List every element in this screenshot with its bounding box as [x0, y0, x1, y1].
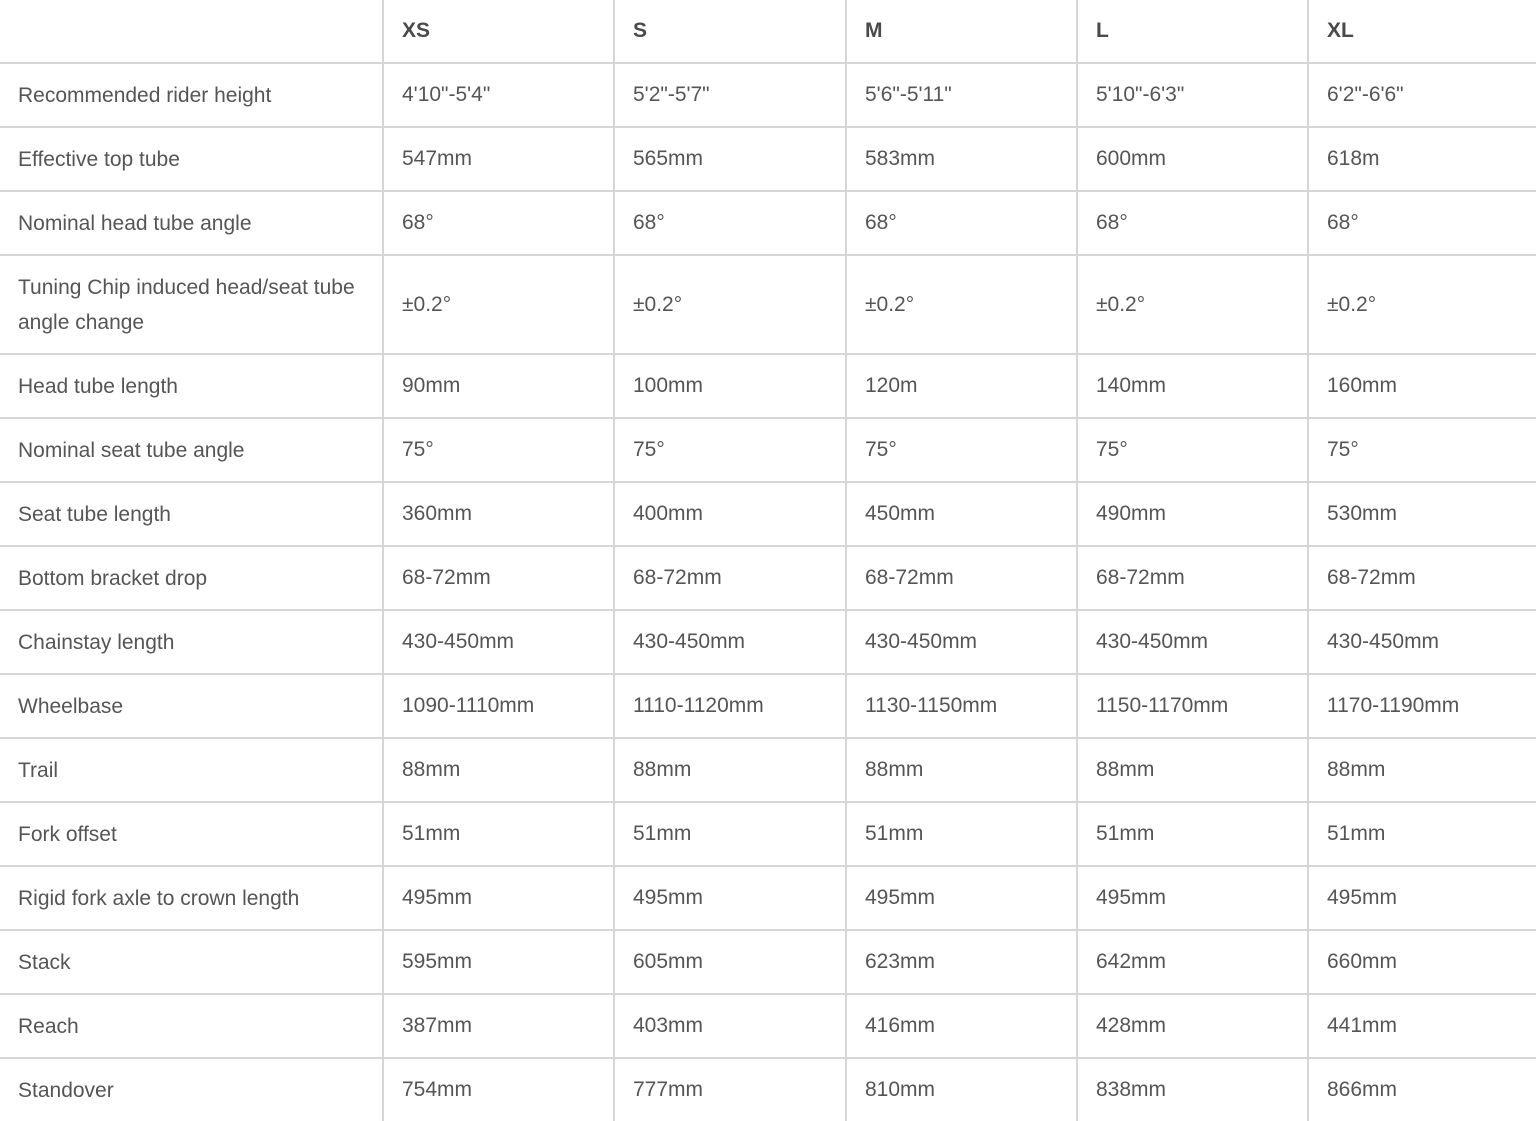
cell-m: 430-450mm	[846, 610, 1077, 674]
cell-xl: 75°	[1308, 418, 1536, 482]
cell-xl: 495mm	[1308, 866, 1536, 930]
cell-xs: 75°	[383, 418, 614, 482]
cell-xl: ±0.2°	[1308, 255, 1536, 354]
cell-xl: 6'2"-6'6"	[1308, 63, 1536, 127]
table-row	[0, 674, 1536, 738]
cell-xs: 68-72mm	[383, 546, 614, 610]
cell-l: 838mm	[1077, 1058, 1308, 1121]
table-row	[0, 63, 1536, 127]
table-row	[0, 738, 1536, 802]
cell-l: 5'10"-6'3"	[1077, 63, 1308, 127]
cell-s: 430-450mm	[614, 610, 846, 674]
cell-xl: 88mm	[1308, 738, 1536, 802]
cell-xs: 495mm	[383, 866, 614, 930]
table-row	[0, 255, 1536, 354]
cell-xs: 88mm	[383, 738, 614, 802]
cell-xs: ±0.2°	[383, 255, 614, 354]
header-row	[0, 0, 1536, 63]
row-label: Reach	[0, 994, 383, 1058]
cell-xl: 51mm	[1308, 802, 1536, 866]
cell-l: 428mm	[1077, 994, 1308, 1058]
cell-l: 1150-1170mm	[1077, 674, 1308, 738]
cell-s: 400mm	[614, 482, 846, 546]
cell-m: 75°	[846, 418, 1077, 482]
row-label: Stack	[0, 930, 383, 994]
table-row	[0, 1058, 1536, 1121]
cell-xs: 754mm	[383, 1058, 614, 1121]
table-row	[0, 354, 1536, 418]
column-header-xl: XL	[1308, 0, 1536, 63]
cell-m: 68-72mm	[846, 546, 1077, 610]
cell-xs: 51mm	[383, 802, 614, 866]
cell-l: 75°	[1077, 418, 1308, 482]
cell-s: 5'2"-5'7"	[614, 63, 846, 127]
table-row	[0, 610, 1536, 674]
cell-s: 88mm	[614, 738, 846, 802]
cell-xs: 387mm	[383, 994, 614, 1058]
cell-xl: 68-72mm	[1308, 546, 1536, 610]
cell-l: 68°	[1077, 191, 1308, 255]
cell-m: 623mm	[846, 930, 1077, 994]
cell-m: 5'6"-5'11"	[846, 63, 1077, 127]
cell-s: 68-72mm	[614, 546, 846, 610]
cell-s: 100mm	[614, 354, 846, 418]
cell-xs: 360mm	[383, 482, 614, 546]
table-row	[0, 866, 1536, 930]
cell-l: 51mm	[1077, 802, 1308, 866]
cell-m: 51mm	[846, 802, 1077, 866]
table-row	[0, 191, 1536, 255]
cell-s: 68°	[614, 191, 846, 255]
row-label: Nominal head tube angle	[0, 191, 383, 255]
cell-xl: 530mm	[1308, 482, 1536, 546]
cell-xl: 160mm	[1308, 354, 1536, 418]
column-header-s: S	[614, 0, 846, 63]
cell-m: 495mm	[846, 866, 1077, 930]
cell-l: 490mm	[1077, 482, 1308, 546]
cell-m: 68°	[846, 191, 1077, 255]
row-label: Effective top tube	[0, 127, 383, 191]
row-label: Fork offset	[0, 802, 383, 866]
cell-s: ±0.2°	[614, 255, 846, 354]
cell-xs: 595mm	[383, 930, 614, 994]
row-label: Standover	[18, 1078, 114, 1102]
cell-m: 450mm	[846, 482, 1077, 546]
row-label: Rigid fork axle to crown length	[0, 866, 383, 930]
row-label: Bottom bracket drop	[0, 546, 383, 610]
cell-l: 430-450mm	[1077, 610, 1308, 674]
cell-xl: 866mm	[1308, 1058, 1536, 1121]
cell-m: 88mm	[846, 738, 1077, 802]
cell-m: 583mm	[846, 127, 1077, 191]
cell-xs: 90mm	[383, 354, 614, 418]
cell-s: 495mm	[614, 866, 846, 930]
cell-s: 565mm	[614, 127, 846, 191]
cell-l: 68-72mm	[1077, 546, 1308, 610]
row-label: Recommended rider height	[0, 63, 383, 127]
cell-m: 1130-1150mm	[846, 674, 1077, 738]
row-label: Chainstay length	[0, 610, 383, 674]
column-header-l: L	[1077, 0, 1308, 63]
cell-xs: 68°	[383, 191, 614, 255]
cell-l: ±0.2°	[1077, 255, 1308, 354]
column-header-xs: XS	[383, 0, 614, 63]
cell-m: ±0.2°	[846, 255, 1077, 354]
cell-xs: 547mm	[383, 127, 614, 191]
cell-m: 416mm	[846, 994, 1077, 1058]
column-header-empty	[0, 0, 383, 63]
table-row	[0, 546, 1536, 610]
cell-xl: 68°	[1308, 191, 1536, 255]
cell-s: 75°	[614, 418, 846, 482]
table-row	[0, 930, 1536, 994]
cell-xl: 618m	[1308, 127, 1536, 191]
row-label: Head tube length	[0, 354, 383, 418]
cell-xs: 4'10"-5'4"	[383, 63, 614, 127]
cell-xl: 660mm	[1308, 930, 1536, 994]
cell-xl: 1170-1190mm	[1308, 674, 1536, 738]
cell-l: 600mm	[1077, 127, 1308, 191]
cell-s: 777mm	[614, 1058, 846, 1121]
table-row	[0, 802, 1536, 866]
cell-s: 403mm	[614, 994, 846, 1058]
cell-l: 88mm	[1077, 738, 1308, 802]
cell-s: 605mm	[614, 930, 846, 994]
cell-xl: 430-450mm	[1308, 610, 1536, 674]
cell-xs: 1090-1110mm	[383, 674, 614, 738]
cell-xs: 430-450mm	[383, 610, 614, 674]
cell-xl: 441mm	[1308, 994, 1536, 1058]
table-row	[0, 127, 1536, 191]
cell-l: 140mm	[1077, 354, 1308, 418]
row-label: Tuning Chip induced head/seat tube angle change	[0, 255, 383, 354]
row-label: Nominal seat tube angle	[0, 418, 383, 482]
cell-m: 120m	[846, 354, 1077, 418]
row-label: Wheelbase	[0, 674, 383, 738]
cell-l: 495mm	[1077, 866, 1308, 930]
cell-s: 1110-1120mm	[614, 674, 846, 738]
column-header-m: M	[846, 0, 1077, 63]
row-label: Seat tube length	[0, 482, 383, 546]
table-body	[0, 63, 1536, 1121]
cell-s: 51mm	[614, 802, 846, 866]
table-row	[0, 418, 1536, 482]
table-row	[0, 994, 1536, 1058]
row-label: Trail	[0, 738, 383, 802]
cell-m: 810mm	[846, 1058, 1077, 1121]
table-row	[0, 482, 1536, 546]
cell-l: 642mm	[1077, 930, 1308, 994]
